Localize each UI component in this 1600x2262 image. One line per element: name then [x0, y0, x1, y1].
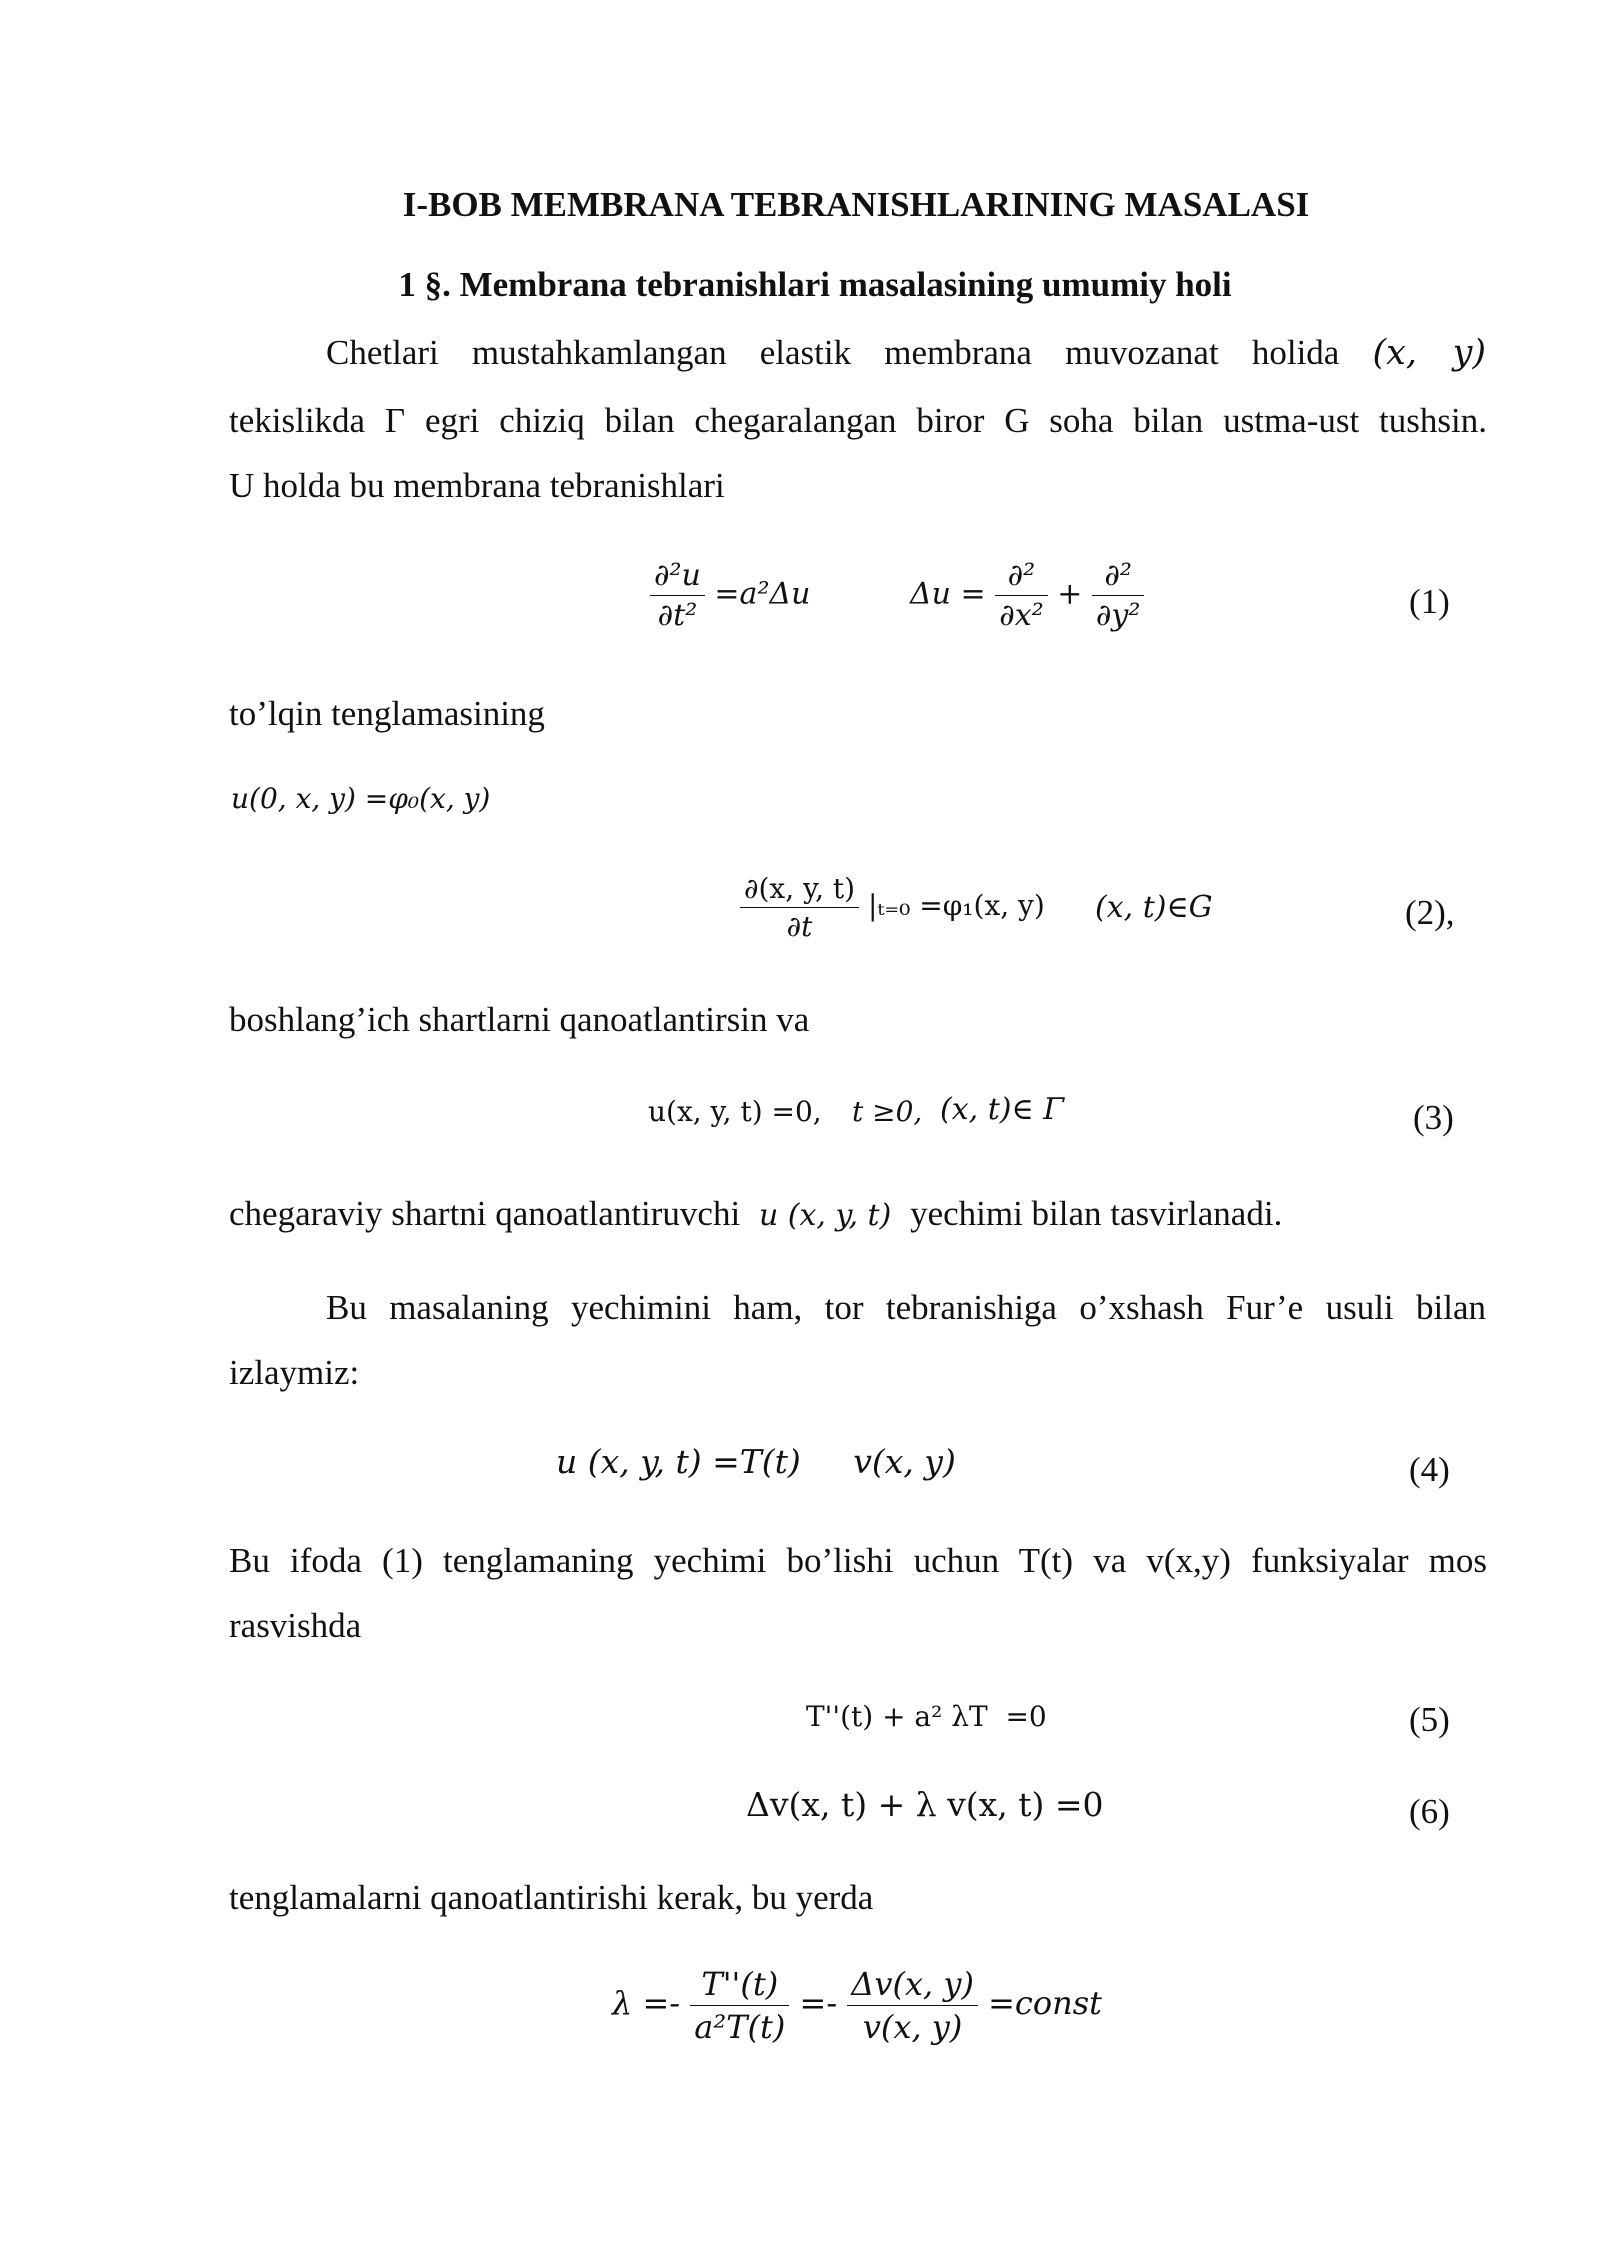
eq1-lhs-num: ∂²u [650, 558, 705, 596]
eq1-frac-x-num: ∂² [995, 558, 1047, 596]
eq1-laplace-lhs: Δu = [910, 576, 986, 612]
equation-1-number: (1) [1409, 582, 1450, 621]
eq1-plus: + [1057, 576, 1083, 612]
equation-2 [740, 872, 1045, 943]
eq2-num: ∂(x, y, t) [740, 872, 859, 908]
eq2-den: ∂t [786, 910, 813, 943]
eq7-frac-t-den: a²T(t) [694, 2008, 786, 2046]
paragraph-1-text: Chetlari mustahkamlangan elastik membrana muvozanat holida [326, 333, 1340, 372]
equation-6: Δv(x, t) + λ v(x, t) =0 [746, 1785, 1104, 1824]
paragraph-4-before: chegaraviy shartni qanoatlantiruvchi [229, 1194, 741, 1233]
section-title: 1 §. Membrana tebranishlari masalasining umumiy holi [398, 265, 1232, 304]
eq7-const: =const [988, 1984, 1102, 2022]
paragraph-1-line-3: U holda bu membrana tebranishlari [229, 466, 725, 505]
equation-2-number: (2), [1405, 893, 1455, 932]
eq7-mid: =- [799, 1984, 838, 2022]
paragraph-4 [229, 1194, 1282, 1234]
equation-4: u (x, y, t) =T(t) v(x, y) [556, 1442, 956, 1481]
eq1-lhs-fraction [650, 558, 705, 633]
equation-4-number: (4) [1409, 1450, 1450, 1489]
eq7-frac-t-num: T''(t) [690, 1965, 789, 2006]
eq2-domain: (x, t)∈G [1095, 890, 1213, 925]
chapter-title: I-BOB MEMBRANA TEBRANISHLARINING MASALASI [402, 185, 1310, 224]
paragraph-3: boshlang’ich shartlarni qanoatlantirsin va [229, 1000, 810, 1039]
eq1-frac-y [1092, 558, 1145, 633]
eq1-lhs-den: ∂t² [657, 598, 698, 633]
equation-1-laplacian [910, 558, 1144, 633]
equation-6-number: (6) [1409, 1792, 1450, 1831]
eq3-lhs: u(x, y, t) =0, [648, 1095, 822, 1128]
paragraph-6-line-2: rasvishda [229, 1606, 362, 1645]
eq1-frac-x-den: ∂x² [999, 598, 1044, 633]
equation-initial-0: u(0, x, y) =φ₀(x, y) [231, 782, 491, 815]
equation-7-lambda [612, 1965, 1102, 2046]
eq7-lambda: λ =- [612, 1984, 681, 2022]
eq2-fraction [740, 872, 859, 943]
paragraph-7: tenglamalarni qanoatlantirishi kerak, bu yerda [229, 1878, 874, 1917]
eq1-frac-y-den: ∂y² [1095, 598, 1141, 633]
eq1-frac-y-num: ∂² [1092, 558, 1145, 596]
equation-5: T''(t) + a² λT =0 [806, 1700, 1047, 1733]
paragraph-6-line-1: Bu ifoda (1) tenglamaning yechimi bo’lishi uchun T(t) va v(x,y) funksiyalar mos [229, 1541, 1487, 1580]
paragraph-5-line-1: Bu masalaning yechimini ham, tor tebranishiga o’xshash Fur’e usuli bilan [326, 1288, 1486, 1327]
eq7-frac-v-num: Δv(x, y) [847, 1965, 978, 2006]
paragraph-2: to’lqin tenglamasining [229, 694, 545, 733]
equation-5-number: (5) [1409, 1700, 1450, 1739]
eq1-frac-x [995, 558, 1047, 633]
plane-xy: (x, y) [1372, 333, 1487, 373]
eq7-frac-t [690, 1965, 789, 2046]
eq7-frac-v [847, 1965, 978, 2046]
eq3-condition: t ≥0, [852, 1095, 923, 1128]
paragraph-4-after: yechimi bilan tasvirlanadi. [910, 1194, 1283, 1233]
eq7-frac-v-den: v(x, y) [862, 2008, 963, 2046]
eq3-domain: (x, t)∈ Γ [940, 1092, 1065, 1127]
eq2-rest: |ₜ₌₀ =φ₁(x, y) [867, 889, 1045, 922]
eq1-rhs: =a²Δu [714, 576, 811, 612]
solution-u: u (x, y, t) [758, 1198, 892, 1233]
paragraph-5-line-2: izlaymiz: [229, 1353, 360, 1392]
equation-3-number: (3) [1413, 1098, 1454, 1137]
paragraph-1-line-2: tekislikda Γ egri chiziq bilan chegaralangan biror G soha bilan ustma-ust tushsin. [229, 401, 1487, 440]
paragraph-1-line-1 [326, 333, 1486, 373]
equation-1-wave [650, 558, 810, 633]
